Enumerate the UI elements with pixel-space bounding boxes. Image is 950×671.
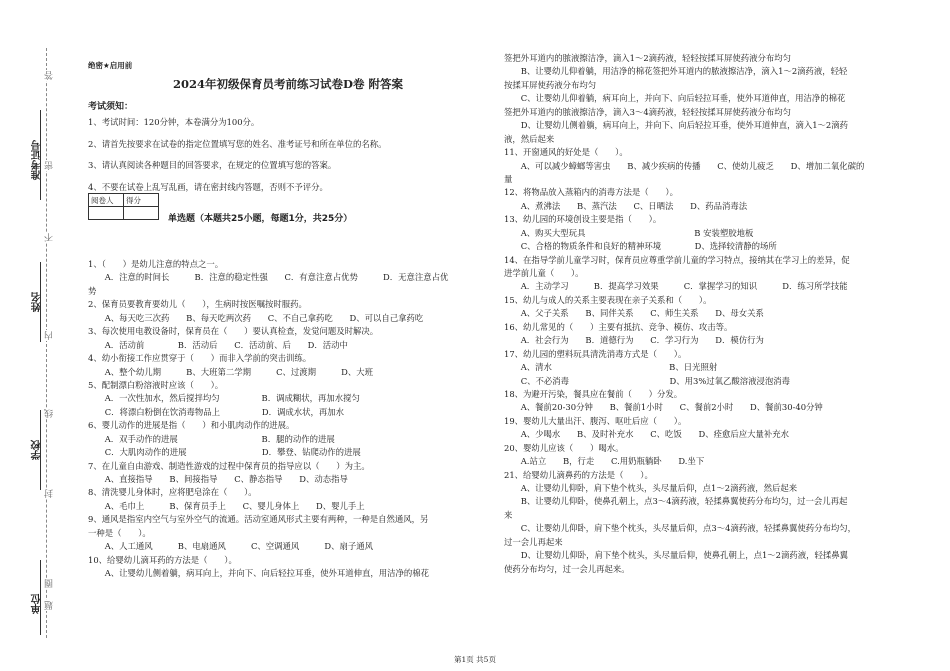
question-line: 10、给婴幼儿滴耳药的方法是（ ）。 [88,554,237,565]
question-line: A、餐前20-30分钟 B、餐前1小时 C、餐前2小时 D、餐前30-40分钟 [504,402,823,413]
question-line: 14、在指导学前儿童学习时，保育员应尊重学前儿童的学习特点，接纳其在学习上的差异，促 [504,254,850,265]
question-line: A、可以减少蟑螂等害虫 B、减少疾病的传播 C、使幼儿疲乏 D、增加二氧化碳的 [504,160,865,171]
right-question-column [504,52,924,576]
question-line: 19、婴幼儿大量出汗、腹泻、呕吐后应（ ）。 [504,415,687,426]
question-line: C．将漂白粉倒在饮消毒物品上 D．调成水状，再加水 [88,406,344,417]
question-line: A．主动学习 B．提高学习效果 C．掌握学习的知识 D．练习所学技能 [504,281,848,292]
notice-item: 2、请首先按要求在试卷的指定位置填写您的姓名、准考证号和所在单位的名称。 [88,138,387,149]
question-line: A、煮沸法 B、蒸汽法 C、日晒法 D、药品消毒法 [504,200,748,211]
question-line: 15、幼儿与成人的关系主要表现在亲子关系和（ ）。 [504,294,712,305]
question-line: 11、开窗通风的好处是（ ）。 [504,147,628,158]
question-line: 进学前儿童（ ）。 [504,268,584,278]
notice-heading: 考试须知： [88,102,134,112]
school-field[interactable] [40,410,41,490]
question-line: 17、幼儿园的塑料玩具清洗消毒方式是（ ）。 [504,348,687,359]
question-line: A.站立 B，行走 C.用奶瓶躺卧 D.坐下 [504,456,705,467]
seal-mark: 密 [45,161,55,170]
question-line: C．大肌肉动作的进展 D．攀登、钻爬动作的进展 [88,447,361,458]
score-cell: 得分 [124,194,159,207]
question-line: 使药分布均匀，过一会儿再起来。 [504,563,630,574]
question-line: 7、在儿童自由游戏、制造性游戏的过程中保育员的指导应以（ ）为主。 [88,460,370,471]
question-line: 液，然后起来 [504,133,555,144]
exam-number-field[interactable] [40,110,41,200]
seal-mark: 答 [45,71,55,80]
question-line: 13、幼儿园的环境创设主要是指（ ）。 [504,214,662,225]
question-line: A、清水 B、日光照射 [504,362,718,373]
unit-field[interactable] [40,560,41,635]
question-line: A．注意的时间长 B．注意的稳定性强 C．有意注意占优势 D．无意注意占优 [88,272,449,283]
question-line: A．一次性加水，然后搅拌均匀 B．调成糊状，再加水搅匀 [88,393,360,404]
question-line: 16、幼儿常见的（ ）主要有抵抗、竞争、模仿、攻击等。 [504,321,733,332]
notice-item: 1、考试时间：120分钟，本卷满分为100分。 [88,117,260,127]
question-line: A、毛巾上 B、保育员手上 C、婴儿身体上 D、婴儿手上 [88,500,365,511]
question-line: 1、（ ）是幼儿注意的特点之一。 [88,259,224,269]
question-line: A、购买大型玩具 B 安装塑胶地板 [504,227,754,238]
question-line: 3、每次使用电教设备时，保育员在（ ）要认真检查，发觉问题及时解决。 [88,326,379,337]
seal-line [46,48,47,638]
question-line: A、让婴幼儿侧着躺，病耳向上，并向下、向后轻拉耳垂，使外耳道伸直，用洁净的棉花 [88,568,430,579]
question-line: A．双手动作的进展 B．腿的动作的进展 [88,433,335,444]
question-line: 20、婴幼儿应该（ ）喝水。 [504,442,624,453]
question-line: 12、将物品放入蒸箱内的消毒方法是（ ）。 [504,187,678,198]
question-line: C、不必消毒 D、用3%过氧乙酸溶液浸泡消毒 [504,375,791,386]
question-line: 18、为避开污染，餐具应在餐前（ ）分发。 [504,388,683,399]
question-line: D、让婴幼儿仰卧，肩下垫个枕头，头尽量后仰，使鼻孔朝上，点1～2滴药液，轻揉鼻翼 [504,550,848,561]
exam-number-label: 准考证号 [32,140,43,180]
seal-mark: 封 [45,489,55,498]
section-heading: 单选题（本题共25小题，每题1分，共25分） [168,214,353,224]
question-line: 6、婴儿动作的进展是指（ ）和小肌肉动作的进展。 [88,420,295,431]
notice-list [88,116,386,202]
school-label: 学校 [32,440,43,460]
question-line: 签把外耳道内的脓液擦洁净，滴入3～4滴药液，轻轻按揉耳屏使药液分布均匀 [504,106,792,117]
seal-mark: 线 [45,409,55,418]
question-line: A、让婴幼儿仰卧，肩下垫个枕头，头尽量后仰，点1～2滴药液，然后起来 [504,483,798,493]
reviewer-input[interactable] [89,207,124,220]
question-line: C、合格的物质条件和良好的精神环境 D、选择较清静的场所 [504,241,777,252]
left-question-column [88,258,488,581]
question-line: 2、保育员要教育要幼儿（ ），生病时按医嘱按时服药。 [88,299,307,310]
question-line: A、整个幼儿期 B、大班第二学期 C、过渡期 D、大班 [88,366,373,377]
question-line: 5、配制漂白粉溶液时应该（ ）。 [88,379,224,390]
page-number: 第1页 共5页 [454,655,496,664]
reviewer-cell: 阅卷人 [89,194,124,207]
question-line: 21、给婴幼儿滴鼻药的方法是（ ）。 [504,469,653,480]
seal-mark: 题 [45,601,55,610]
question-line: A、父子关系 B、同伴关系 C、师生关系 D、母女关系 [504,308,764,319]
exam-title: 2024年初级保育员考前练习试卷D卷 附答案 [173,77,403,91]
binding-margin [0,0,60,671]
name-label: 姓名 [32,292,43,312]
grader-table [88,193,159,220]
name-field[interactable] [40,262,41,342]
seal-mark: 不 [45,233,55,242]
notice-item: 4、不要在试卷上乱写乱画，请在密封线内答题，否则不予评分。 [88,181,328,192]
secret-label: 绝密★启用前 [88,61,133,70]
question-line: 4、幼小衔接工作应贯穿于（ ）而非入学前的突击训练。 [88,353,312,364]
question-line: 签把外耳道内的脓液擦洁净，滴入1～2滴药液，轻轻按揉耳屏使药液分布均匀 [504,53,792,63]
question-line: 过一会儿再起来 [504,536,563,547]
question-line: C、让婴幼儿仰卧，肩下垫个枕头，头尽量后仰，点3～4滴药液，轻揉鼻翼使药分布均匀， [504,523,857,534]
question-line: A．社会行为 B．道德行为 C．学习行为 D．模仿行为 [504,335,764,346]
question-line: A、人工通风 B、电扇通风 C、空调通风 D、扇子通风 [88,541,373,552]
question-line: A、每天吃三次药 B、每天吃两次药 C、不自己拿药吃 D、可以自己拿药吃 [88,312,424,323]
question-line: A、直接指导 B、间接指导 C、静态指导 D、动态指导 [88,474,348,484]
question-line: 按揉耳屏使药液分布均匀 [504,79,597,90]
unit-label: 单位 [32,594,43,614]
score-input[interactable] [124,207,159,220]
seal-mark: 圈 [45,579,55,588]
question-line: 一种是（ ）。 [88,527,151,538]
seal-mark: 内 [45,331,55,340]
question-line: B、让婴幼儿仰着躺，用洁净的棉花签把外耳道内的脓液擦洁净，滴入1～2滴药液，轻轻 [504,66,848,77]
question-line: A．活动前 B．活动后 C．活动前、后 D．活动中 [88,339,348,350]
question-line: 势 [88,285,97,296]
question-line: B、让婴幼儿仰卧，使鼻孔朝上，点3～4滴药液，轻揉鼻翼使药分布均匀，过一会儿再起 [504,496,848,507]
notice-item: 3、请认真阅读各种题目的回答要求，在规定的位置填写您的答案。 [88,160,337,170]
question-line: 8、清洗婴儿身体时，应将肥皂涂在（ ）。 [88,487,257,498]
question-line: C、让婴幼儿仰着躺，病耳向上，并向下、向后轻拉耳垂，使外耳道伸直，用洁净的棉花 [504,93,846,104]
question-line: 来 [504,509,513,520]
question-line: 量 [504,173,513,184]
question-line: D、让婴幼儿侧着躺，病耳向上，并向下、向后轻拉耳垂，使外耳道伸直，滴入1～2滴药 [504,120,848,131]
question-line: A、少喝水 B、及时补充水 C、吃饭 D、痊愈后应大量补充水 [504,429,789,440]
question-line: 9、通风是指室内空气与室外空气的流通。活动室通风形式主要有两种，一种是自然通风，另 [88,514,429,525]
